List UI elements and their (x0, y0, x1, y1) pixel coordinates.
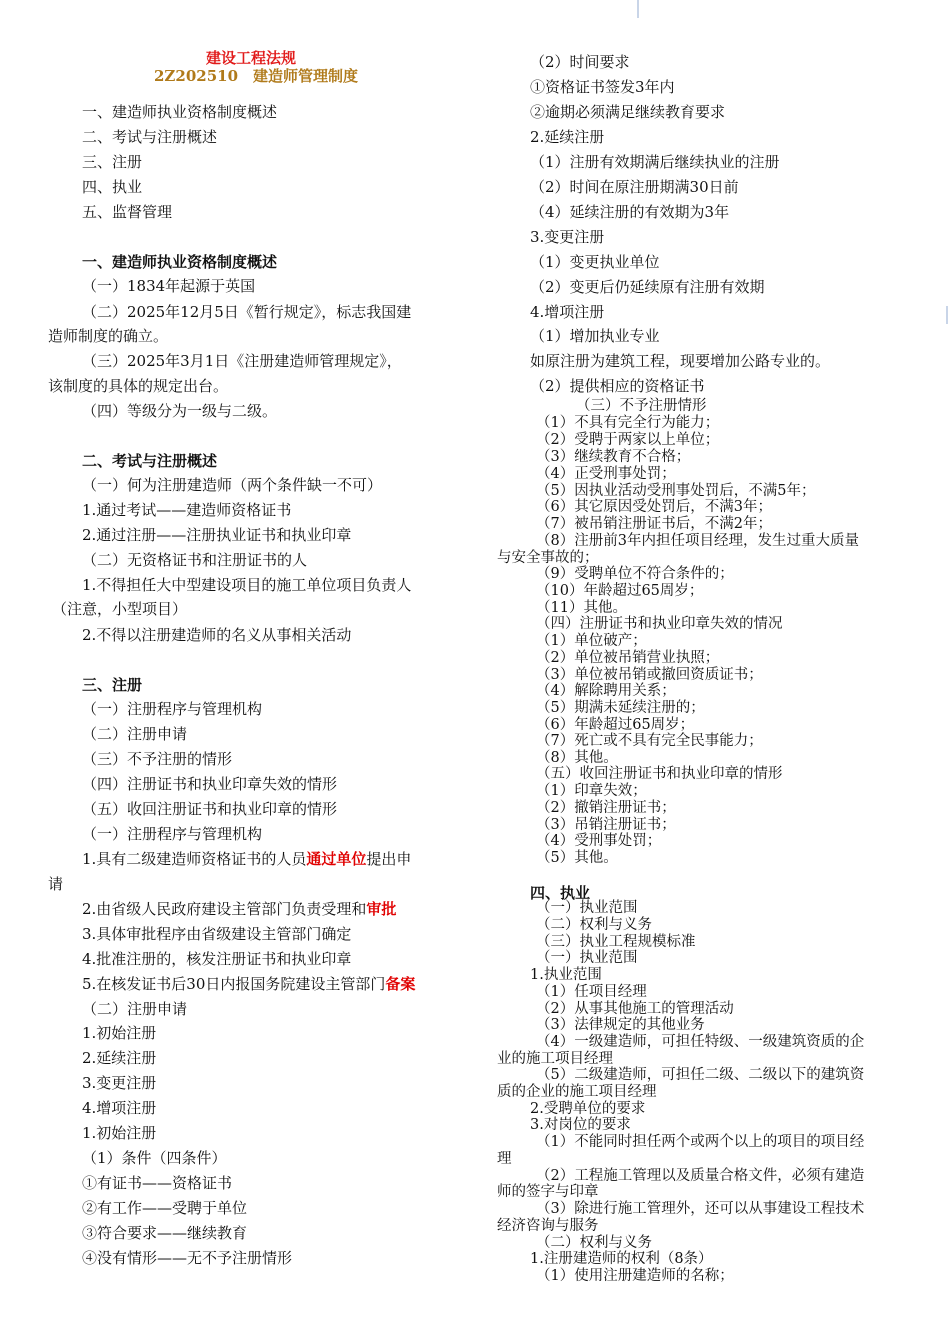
highlight-text: 审批 (366, 900, 397, 918)
text-line: （1）不具有完全行为能力； (536, 415, 720, 431)
text-line: （三）不予注册的情形 (82, 750, 233, 768)
text-line: （2）变更后仍延续原有注册有效期 (530, 278, 765, 296)
text-line: （1）任项目经理 (536, 984, 647, 1000)
text-line: （二）权利与义务 (536, 1235, 652, 1251)
text-line: （6）其它原因受处罚后，不满3年； (536, 499, 772, 515)
text-line: （2）时间在原注册期满30日前 (530, 178, 739, 196)
text-line: （2）单位被吊销营业执照； (536, 650, 720, 666)
text-line: 4.增项注册 (82, 1099, 157, 1117)
text-line: （10）年龄超过65周岁； (536, 583, 704, 599)
text-line: 4.增项注册 (530, 303, 605, 321)
highlight-text: 通过单位 (306, 850, 367, 868)
text-line: （1）单位破产； (536, 633, 647, 649)
text-line: （二）权利与义务 (536, 917, 652, 933)
text-line: （一）何为注册建造师（两个条件缺一不可） (82, 476, 383, 494)
text-line: （1）变更执业单位 (530, 253, 660, 271)
text-segment: 2.由省级人民政府建设主管部门负责受理和 (82, 900, 367, 918)
text-line: 1.执业范围 (530, 967, 602, 983)
text-line: 2.通过注册——注册执业证书和执业印章 (82, 526, 352, 544)
text-line: （7）死亡或不具有完全民事能力； (536, 733, 763, 749)
text-line (82, 899, 396, 919)
text-line (82, 974, 415, 994)
toc-item: 三、注册 (82, 153, 143, 171)
text-line: 如原注册为建筑工程，现要增加公路专业的。 (530, 352, 831, 370)
text-line: （二）注册申请 (82, 725, 188, 743)
text-line: （一）1834年起源于英国 (82, 277, 256, 295)
text-line: （四）注册证书和执业印章失效的情况 (536, 616, 783, 632)
text-line: （4）一级建造师，可担任特级、一级建筑资质的企 (536, 1034, 865, 1050)
text-line: （注意，小型项目） (52, 600, 188, 618)
text-line: 1.通过考试——建造师资格证书 (82, 501, 292, 519)
text-line: 1.注册建造师的权利（8条） (530, 1251, 713, 1267)
text-line: （5）其他。 (536, 850, 618, 866)
text-line: （2）受聘于两家以上单位； (536, 432, 720, 448)
text-line: （4）延续注册的有效期为3年 (530, 203, 730, 221)
section-heading: 三、注册 (82, 676, 143, 694)
section-heading: 二、考试与注册概述 (82, 452, 218, 470)
text-line: 造师制度的确立。 (48, 327, 169, 345)
toc-item: 四、执业 (82, 178, 143, 196)
text-line: （2）从事其他施工的管理活动 (536, 1001, 734, 1017)
text-line: （1）印章失效； (536, 783, 647, 799)
text-line: （三）2025年3月1日《注册建造师管理规定》， (82, 352, 402, 370)
text-line: ①有证书——资格证书 (82, 1174, 233, 1192)
text-line: （二）无资格证书和注册证书的人 (82, 551, 308, 569)
text-line: 2.延续注册 (82, 1049, 157, 1067)
text-line: 2.受聘单位的要求 (530, 1101, 646, 1117)
text-line: （1）注册有效期满后继续执业的注册 (530, 153, 780, 171)
text-line: 2.不得以注册建造师的名义从事相关活动 (82, 626, 352, 644)
doc-title: 建设工程法规 (206, 49, 297, 67)
text-line: （二）2025年12月5日《暂行规定》，标志我国建 (82, 303, 412, 321)
doc-subtitle: 2Z202510 建造师管理制度 (154, 67, 359, 85)
text-line: （1）不能同时担任两个或两个以上的项目的项目经 (536, 1134, 865, 1150)
text-line: （5）因执业活动受刑事处罚后，不满5年； (536, 483, 816, 499)
text-line: 4.批准注册的，核发注册证书和执业印章 (82, 950, 352, 968)
text-line: ②逾期必须满足继续教育要求 (530, 103, 726, 121)
text-line: （4）受刑事处罚； (536, 833, 662, 849)
text-line: （8）其他。 (536, 750, 618, 766)
text-line: （1）增加执业专业 (530, 327, 660, 345)
text-line: （1）使用注册建造师的名称； (536, 1268, 734, 1284)
text-segment: 提出申 (366, 850, 412, 868)
text-line: 理 (497, 1151, 512, 1167)
text-line: （3）单位被吊销或撤回资质证书； (536, 667, 763, 683)
text-line: 1.不得担任大中型建设项目的施工单位项目负责人 (82, 576, 412, 594)
text-line: 1.初始注册 (82, 1024, 157, 1042)
text-line (82, 849, 411, 869)
text-segment: 5.在核发证书后30日内报国务院建设主管部门 (82, 975, 386, 993)
text-line: （6）年龄超过65周岁； (536, 717, 695, 733)
text-line: （3）吊销注册证书； (536, 817, 676, 833)
text-line: （5）二级建造师，可担任二级、二级以下的建筑资 (536, 1067, 865, 1083)
text-line: （四）等级分为一级与二级。 (82, 402, 278, 420)
text-line: 经济咨询与服务 (497, 1218, 599, 1234)
text-line: （11）其他。 (536, 600, 627, 616)
section-heading: 一、建造师执业资格制度概述 (82, 253, 278, 271)
text-line: ①资格证书签发3年内 (530, 78, 675, 96)
text-line: 请 (48, 875, 64, 893)
text-line: （2）时间要求 (530, 53, 630, 71)
text-line: 3.变更注册 (82, 1074, 157, 1092)
text-line: （二）注册申请 (82, 1000, 188, 1018)
section-heading: 四、执业 (530, 884, 591, 902)
text-line: 2.延续注册 (530, 128, 605, 146)
text-line: （2）撤销注册证书； (536, 800, 676, 816)
text-line: （一）注册程序与管理机构 (82, 825, 263, 843)
right-edge-mark (946, 306, 948, 324)
text-line: （7）被吊销注册证书后，不满2年； (536, 516, 772, 532)
text-line: 3.对岗位的要求 (530, 1117, 631, 1133)
text-line: （五）收回注册证书和执业印章的情形 (82, 800, 338, 818)
toc-item: 五、监督管理 (82, 203, 173, 221)
text-line: （2）工程施工管理以及质量合格文件，必须有建造 (536, 1168, 865, 1184)
text-line: （2）提供相应的资格证书 (530, 377, 705, 395)
text-line: （3）法律规定的其他业务 (536, 1017, 705, 1033)
text-line: （一）执业范围 (536, 950, 638, 966)
text-line: （3）继续教育不合格； (536, 449, 691, 465)
text-line: （一）执业范围 (536, 900, 638, 916)
text-line: 3.具体审批程序由省级建设主管部门确定 (82, 925, 352, 943)
highlight-text: 备案 (385, 975, 416, 993)
toc-item: 一、建造师执业资格制度概述 (82, 103, 278, 121)
text-line: 质的企业的施工项目经理 (497, 1084, 657, 1100)
text-line: （三）不予注册情形 (576, 398, 707, 414)
text-line: ④没有情形——无不予注册情形 (82, 1249, 293, 1267)
text-line: （8）注册前3年内担任项目经理，发生过重大质量 (536, 533, 859, 549)
toc-item: 二、考试与注册概述 (82, 128, 218, 146)
text-line: ③符合要求——继续教育 (82, 1224, 248, 1242)
text-line: 师的签字与印章 (497, 1184, 599, 1200)
text-line: 该制度的具体的规定出台。 (48, 377, 229, 395)
top-edge-mark (637, 0, 639, 18)
text-line: （4）正受刑事处罚； (536, 466, 676, 482)
text-line: （3）除进行施工管理外，还可以从事建设工程技术 (536, 1201, 865, 1217)
text-line: （4）解除聘用关系； (536, 683, 676, 699)
text-line: 业的施工项目经理 (497, 1051, 613, 1067)
text-line: （五）收回注册证书和执业印章的情形 (536, 766, 783, 782)
text-line: 1.初始注册 (82, 1124, 157, 1142)
text-line: （1）条件（四条件） (82, 1149, 227, 1167)
text-line: （5）期满未延续注册的； (536, 700, 705, 716)
text-line: ②有工作——受聘于单位 (82, 1199, 248, 1217)
text-line: （三）执业工程规模标准 (536, 934, 696, 950)
text-line: （一）注册程序与管理机构 (82, 700, 263, 718)
text-line: 与安全事故的； (497, 550, 599, 566)
text-line: 3.变更注册 (530, 228, 605, 246)
text-segment: 1.具有二级建造师资格证书的人员 (82, 850, 307, 868)
text-line: （9）受聘单位不符合条件的； (536, 566, 734, 582)
text-line: （四）注册证书和执业印章失效的情形 (82, 775, 338, 793)
